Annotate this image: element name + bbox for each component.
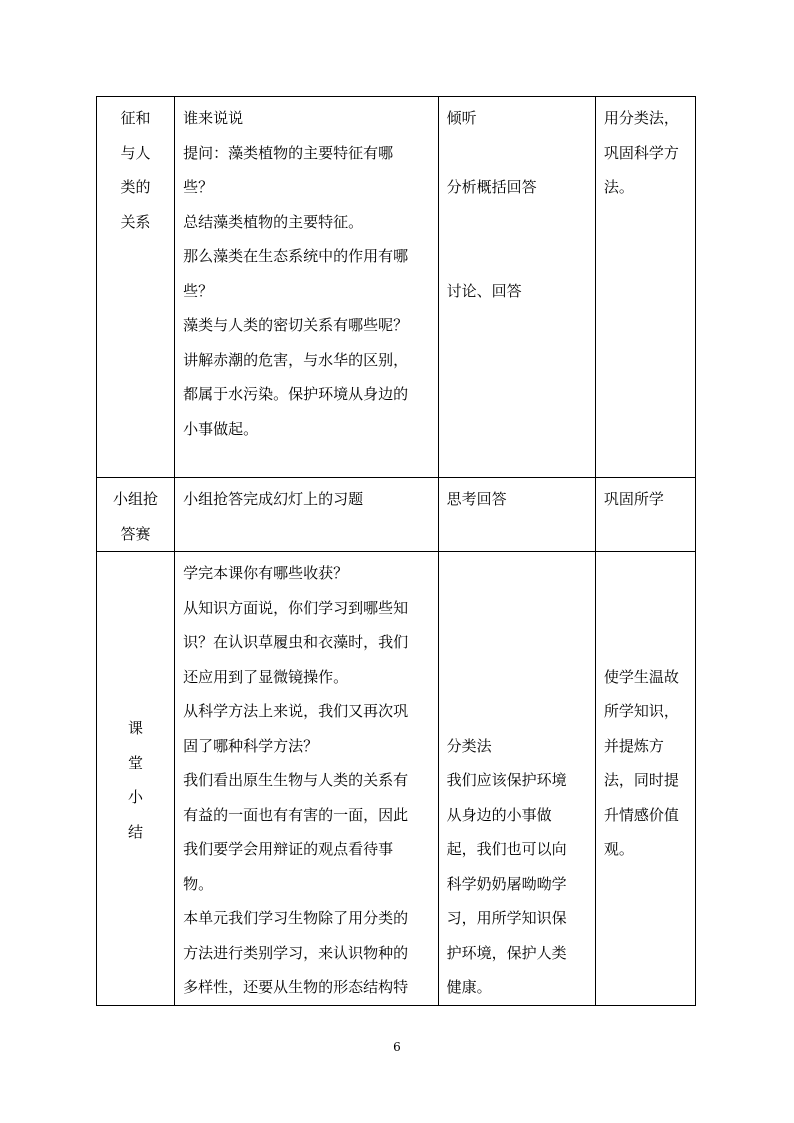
cell-line: 些？ (183, 178, 214, 196)
cell-line (447, 556, 587, 591)
cell-line: 总结藻类植物的主要特征。 (183, 212, 364, 231)
cell-line: 关系 (120, 212, 151, 231)
cell-line: 从知识方面说，你们学习到哪些知 (183, 598, 409, 617)
cell-line: 结 (128, 822, 144, 841)
cell-line: 从身边的小事做 (446, 805, 552, 824)
design-intent-cell (595, 478, 695, 552)
cell-line: 思考回答 (446, 490, 507, 508)
cell-line: 我们应该保护环境 (446, 771, 567, 789)
student-activity-cell (438, 97, 595, 478)
cell-line: 法。 (603, 178, 634, 196)
cell-line: 与人 (120, 143, 151, 162)
student-activity-cell (438, 552, 595, 1006)
cell-line: 还应用到了显微镜操作。 (183, 667, 349, 686)
stage-cell (97, 478, 175, 552)
cell-line (604, 625, 687, 660)
design-intent-cell (595, 552, 695, 1006)
cell-line: 提问：藻类植物的主要特征有哪 (183, 143, 394, 162)
cell-line: 堂 (128, 753, 144, 772)
cell-line: 答赛 (120, 524, 151, 543)
cell-line: 多样性，还要从生物的形态结构特 (183, 978, 409, 996)
cell-line: 并提炼方 (603, 736, 664, 755)
cell-line: 些？ (183, 281, 214, 300)
cell-line (447, 205, 587, 240)
stage-cell (97, 552, 175, 1006)
design-intent-cell (595, 97, 695, 478)
teacher-activity-cell (175, 552, 438, 1006)
lesson-plan-table (96, 96, 696, 1006)
cell-line: 识？在认识草履虫和衣藻时，我们 (183, 633, 409, 651)
cell-line (447, 239, 587, 274)
table-row (97, 552, 696, 1006)
cell-line: 都属于水污染。保护环境从身边的 (183, 385, 409, 403)
cell-line: 护环境，保护人类 (446, 943, 567, 962)
cell-line (447, 136, 587, 171)
cell-line: 习，用所学知识保 (446, 909, 567, 927)
cell-line: 科学奶奶屠呦呦学 (446, 874, 567, 893)
page-number: 6 (393, 1040, 401, 1054)
cell-line: 小 (128, 788, 144, 807)
student-activity-cell (438, 478, 595, 552)
cell-line: 分类法 (446, 736, 492, 755)
cell-line: 升情感价值 (603, 805, 679, 824)
table-row (97, 478, 696, 552)
cell-line: 健康。 (446, 978, 492, 996)
cell-line (447, 660, 587, 695)
teacher-activity-cell (175, 478, 438, 552)
cell-line: 类的 (120, 178, 151, 196)
cell-line: 小组抢答完成幻灯上的习题 (183, 490, 364, 508)
cell-line: 巩固所学 (603, 490, 664, 508)
cell-line: 固了哪种科学方法？ (183, 736, 319, 755)
cell-line: 讨论、回答 (446, 281, 522, 300)
cell-line: 学完本课你有哪些收获？ (183, 564, 349, 582)
cell-line: 小事做起。 (183, 419, 259, 438)
cell-line: 巩固科学方 (603, 143, 679, 162)
cell-line (604, 591, 687, 626)
table-row (97, 97, 696, 478)
cell-line: 谁来说说 (183, 109, 244, 127)
cell-line: 本单元我们学习生物除了用分类的 (183, 909, 409, 927)
cell-line: 征和 (120, 109, 151, 127)
cell-line: 起，我们也可以向 (446, 840, 567, 858)
cell-line: 用分类法， (603, 109, 679, 127)
cell-line: 使学生温故 (603, 667, 679, 686)
cell-line (447, 625, 587, 660)
cell-line: 所学知识， (603, 702, 679, 720)
cell-line: 有益的一面也有有害的一面，因此 (183, 805, 409, 824)
cell-line: 法，同时提 (603, 771, 679, 789)
cell-line: 我们看出原生生物与人类的关系有 (183, 771, 409, 789)
cell-line (447, 694, 587, 729)
cell-line: 藻类与人类的密切关系有哪些呢？ (183, 316, 409, 334)
cell-line: 物。 (183, 874, 214, 893)
cell-line: 课 (128, 719, 144, 738)
cell-line: 方法进行类别学习，来认识物种的 (183, 943, 409, 962)
cell-line: 从科学方法上来说，我们又再次巩 (183, 702, 409, 720)
cell-line: 我们要学会用辩证的观点看待事 (183, 840, 394, 858)
cell-line: 观。 (603, 840, 634, 858)
cell-line: 分析概括回答 (446, 178, 537, 196)
stage-cell (97, 97, 175, 478)
cell-line: 讲解赤潮的危害，与水华的区别， (183, 350, 409, 369)
cell-line: 那么藻类在生态系统中的作用有哪 (183, 247, 409, 265)
cell-line (604, 556, 687, 591)
teacher-activity-cell (175, 97, 438, 478)
cell-line: 小组抢 (113, 490, 159, 508)
cell-line (447, 591, 587, 626)
cell-line: 倾听 (446, 109, 477, 127)
